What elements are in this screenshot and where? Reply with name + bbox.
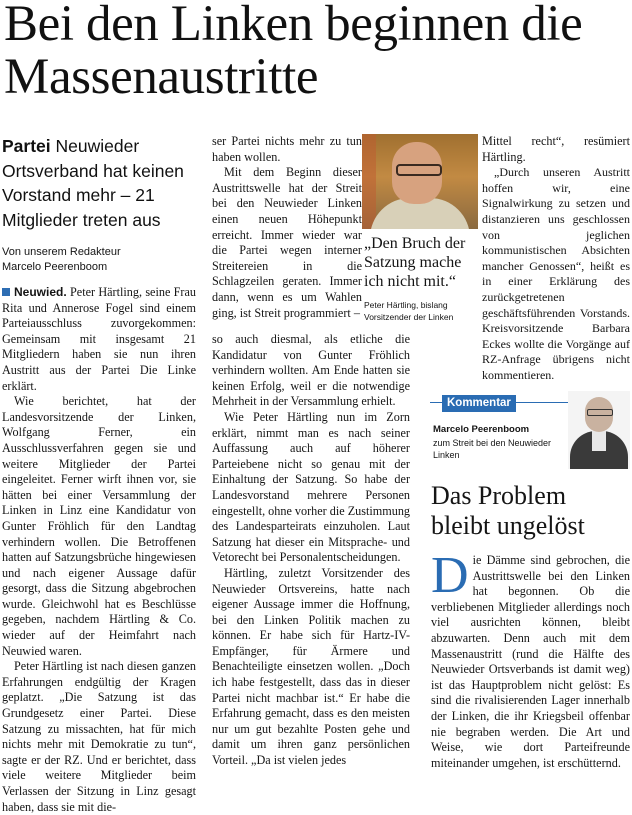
article-paragraph: so auch diesmal, als etliche die Kandidatur von Gunter Fröhlich verhindern wollten. Am Ende hatten sie keinen Erfolg, weil er die notwendige Mehrheit in der Versammlung erhielt. — [212, 332, 410, 409]
article-paragraph: Mit dem Beginn dieser Austrittswelle hat der Streit bei den Neuwieder Linken einen neuen Höhepunkt erreicht. Immer wieder war die Partei wegen interner Streitereien in die Schlagzeilen geraten. Immer dann, wenn es um Wahlen ging, ist Streit programmiert – — [212, 165, 362, 320]
byline-author: Marcelo Peerenboom — [2, 261, 108, 273]
column-3-top — [482, 134, 630, 384]
kommentar-text: ie Dämme sind gebrochen, die Austrittswelle bei den Linken hat begonnen. Ob die verbliebenen Mitglieder allerdings noch viel ausrichten können, bleibt abzuwarten. Denn auch mit dem Massenaustritt (rund die Hälfte des Neuwieder Ortsverbands ist damit weg) ist das Hauptproblem nicht gelöst: Es sind die rivalisierenden Lager innerhalb der Linken, die ihr Kriegsbeil offenbar nie begraben werden. Die Art und Weise, wie dort Parteifreunde miteinander umgehen, ist erschütternd. — [431, 553, 630, 770]
paragraph-text: Peter Härtling, seine Frau Rita und Annerose Fogel sind einem Parteiausschluss zuvorgekommen: Gemeinsam mit insgesamt 21 Mitgliedern haben sie nun ihren Austritt aus der Partei Die Linke erklärt. — [2, 285, 196, 393]
kommentar-author: Marcelo Peerenboom — [433, 424, 530, 435]
subheadline-label: Partei — [2, 136, 51, 156]
article-paragraph — [2, 285, 196, 394]
column-2-bottom — [212, 332, 410, 769]
article-paragraph: Mittel recht“, resümiert Härtling. — [482, 134, 630, 164]
pull-quote-caption: Peter Härtling, bislang Vorsitzender der Linken — [364, 300, 454, 322]
kommentar-caption: zum Streit bei den Neuwieder Linken — [433, 438, 552, 460]
dropcap: D — [431, 547, 469, 604]
kommentar-title: Das Problem bleibt ungelöst — [431, 481, 585, 540]
column-2-top — [212, 134, 362, 321]
article-paragraph: Härtling, zuletzt Vorsitzender des Neuwieder Ortsvereins, hatte nach eigener Aussage immer die Hoffnung, bei den Linken Politik machen zu können. Er habe sich für Hartz-IV-Empfänger, für Ärmere und Benachteiligte einsetzen wollen. „Doch ich habe festgestellt, dass das in dieser Partei nicht machbar ist.“ Er habe die Erfahrung gemacht, dass es den meisten nur um gut bezahlte Posten gehe und damit um ihren ganz persönlichen Vorteil. „Da ist vielen jedes — [212, 565, 410, 768]
article-paragraph: Wie berichtet, hat der Landesvorsitzende der Linken, Wolfgang Ferner, ein Ausschlussverfahren gegen sie und weitere Mitglieder der Partei eingeleitet. Ferner wirft ihnen vor, sie hätten bei einer Versammlung der Linken in Linz eine Kandidatur von Gunter Fröhlich für den Landtag verhindern wollen. Die Betroffenen hatten auf Satzungsbrüche hingewiesen und nach eigener Aussage dafür gesorgt, dass die Sitzung abgebrochen wurde. Gleichwohl hat es Beschlüsse gegeben, nachdem Härtling & Co. wieder auf der Heimfahrt nach Neuwied waren. — [2, 394, 196, 658]
dateline: Neuwied. — [14, 285, 67, 299]
kommentar-body — [431, 547, 630, 771]
subheadline-text: Neuwieder Ortsverband hat keinen Vorstand mehr – 21 Mitglieder treten aus — [2, 136, 184, 230]
column-1 — [2, 134, 196, 815]
subheadline — [2, 134, 196, 232]
square-bullet-icon — [2, 288, 10, 296]
kommentar-badge: Kommentar — [442, 395, 516, 412]
article-paragraph: „Durch unseren Austritt hoffen wir, eine Signalwirkung zu setzen und distanzieren uns geschlossen von jeglichen kommunistischen Absichten mancher Genossen“, heißt es in einer Erklärung des zurückgetretenen geschäftsführenden Vorstands. Kreisvorsitzende Barbara Eckes wollte die Vorgänge auf RZ-Anfrage übrigens nicht kommentieren. — [482, 165, 630, 382]
headline: Bei den Linken beginnen die Massenaustritte — [4, 0, 583, 105]
author-photo — [568, 391, 630, 469]
article-paragraph: Wie Peter Härtling nun im Zorn erklärt, nimmt man es nach seiner Auffassung auch auf höherer Parteiebene nicht so genau mit der Einhaltung der Satzung. So habe der Landesvorstand mehrere Personen eingestellt, ohne vorher die Zustimmung des Landesparteirats einzuholen. Laut Satzung hat dieser ein Mitsprache- und Vetorecht bei Personalentscheidungen. — [212, 409, 411, 565]
byline-role: Von unserem Redakteur — [2, 246, 121, 258]
article-paragraph: Peter Härtling ist nach diesen ganzen Erfahrungen endgültig der Kragen geplatzt. „Die Satzung ist das Grundgesetz einer Partei. Diese Satzung zu missachten, hat für mich nichts mehr mit Demokratie zu tun“, sagte er der RZ. Und er berichtet, dass viele weitere Mitglieder beim Verlassen der Sitzung in Linz gesagt haben, dass sie mit die- — [2, 659, 196, 814]
pull-quote: „Den Bruch der Satzung mache ich nicht mit.“ — [364, 235, 466, 290]
portrait-photo — [362, 134, 478, 229]
byline — [2, 245, 196, 275]
article-paragraph: ser Partei nichts mehr zu tun haben wollen. — [212, 134, 362, 164]
kommentar-paragraph — [431, 547, 630, 771]
